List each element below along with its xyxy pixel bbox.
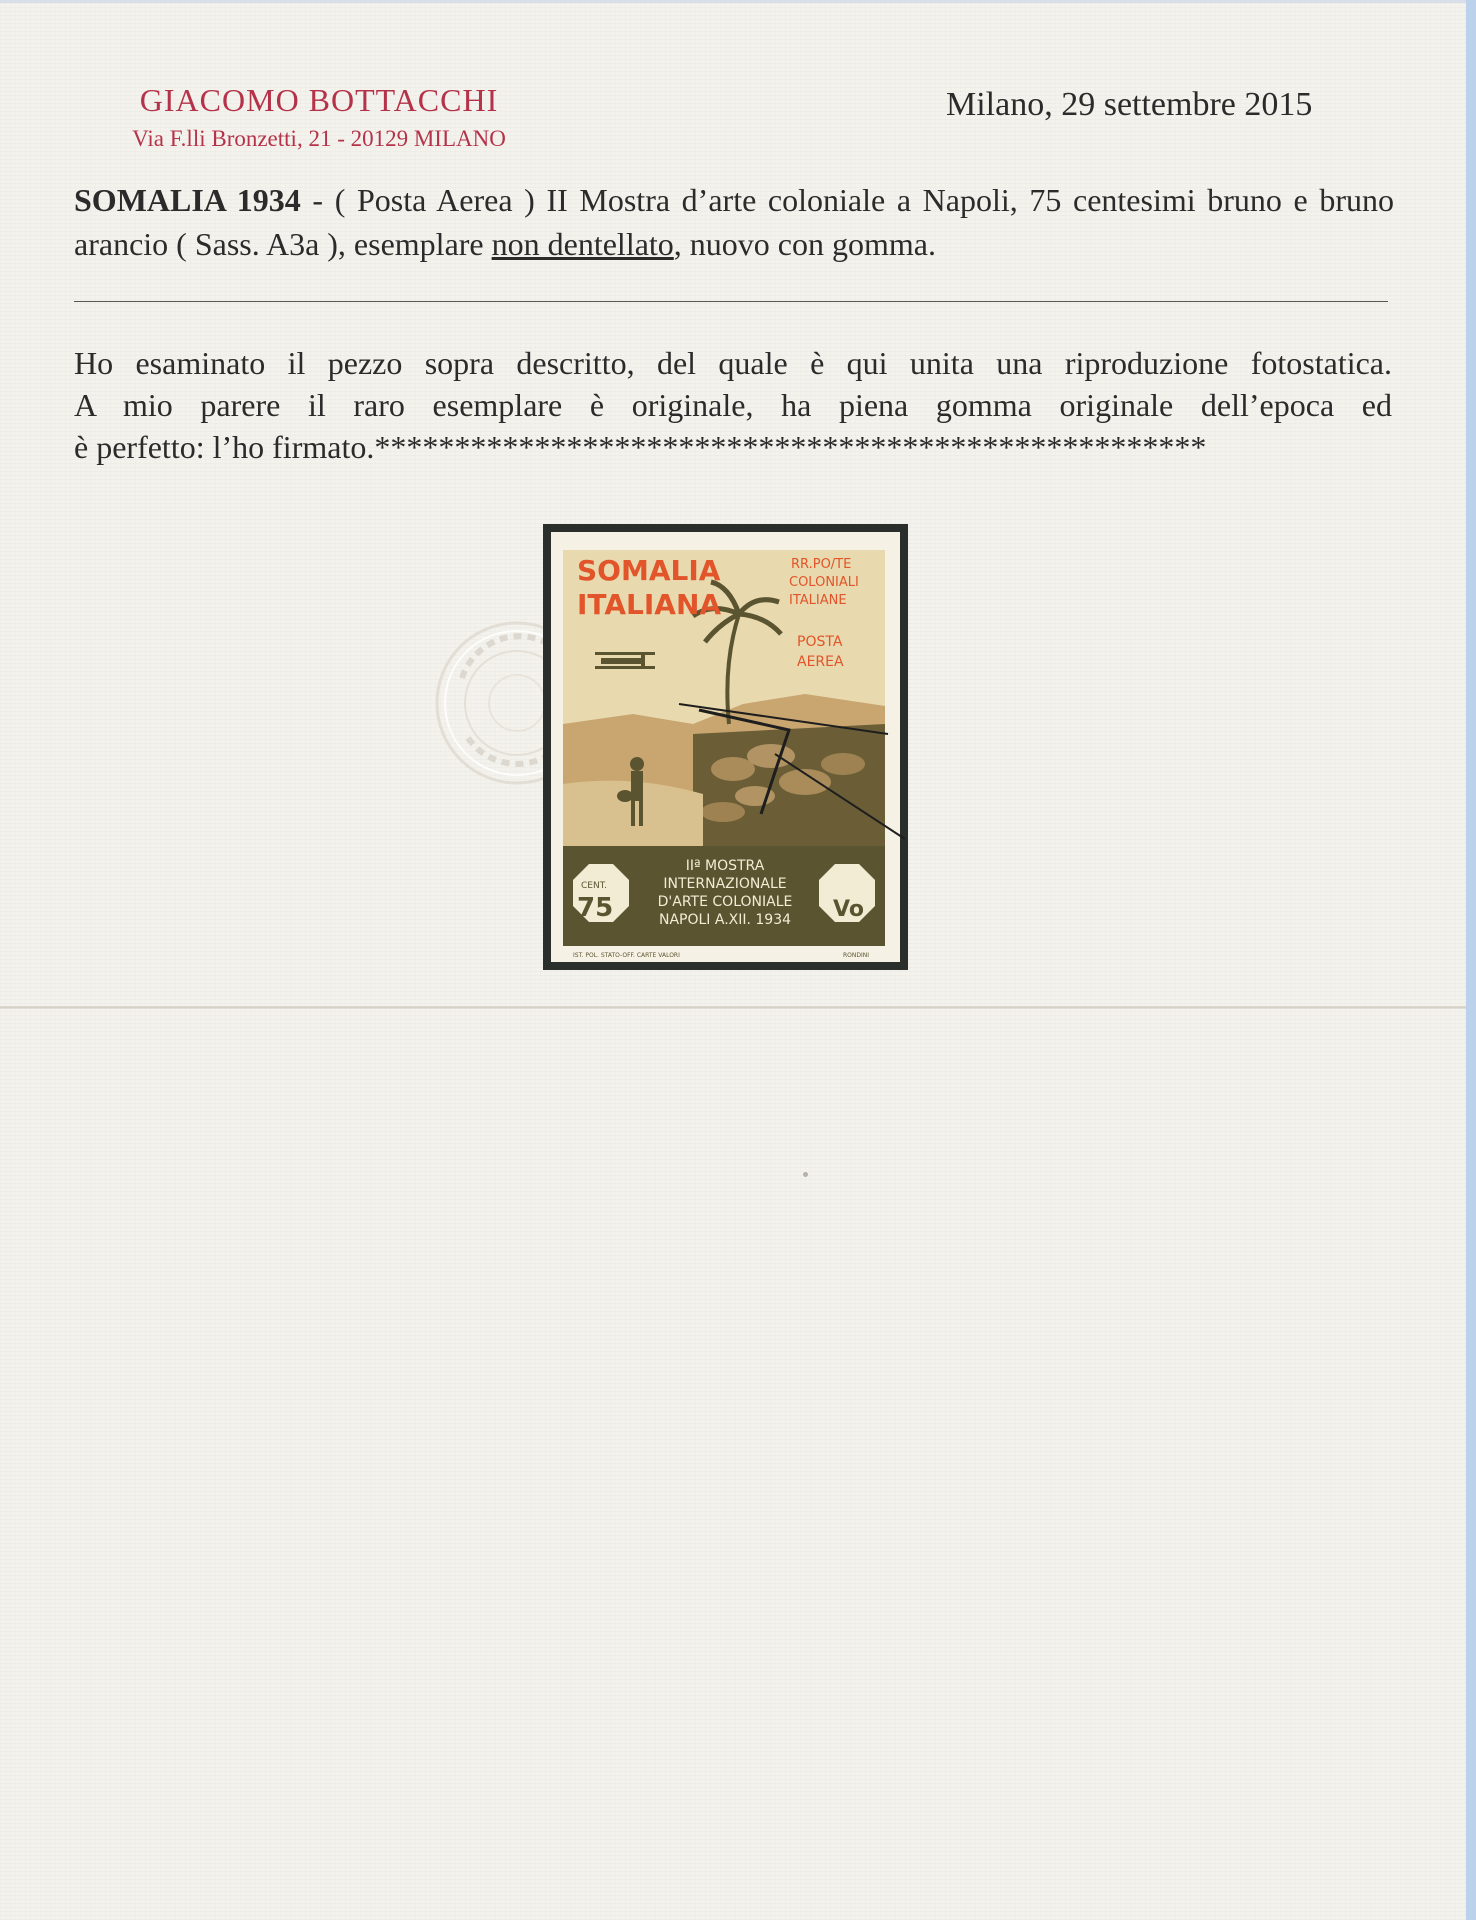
scan-top-edge	[0, 0, 1476, 3]
stamp-post-2: COLONIALI	[789, 575, 859, 590]
stamp-airmail-1: POSTA	[797, 634, 843, 650]
description-lead: SOMALIA 1934	[74, 182, 301, 218]
stamp-description	[74, 178, 1394, 266]
stamp-exhibition-3: D'ARTE COLONIALE	[657, 894, 793, 910]
expert-statement	[74, 342, 1392, 468]
fold-line	[0, 1006, 1466, 1009]
stamp-airmail-2: AEREA	[797, 654, 844, 670]
description-text-2: , nuovo con gomma.	[673, 226, 936, 262]
stamp-exhibition-4: NAPOLI A.XII. 1934	[658, 912, 792, 928]
scan-right-edge	[1466, 0, 1476, 1920]
stamp-image	[543, 524, 908, 970]
stamp-exhibition-2: INTERNAZIONALE	[663, 876, 787, 892]
stamp-post-1: RR.PO/TE	[791, 557, 852, 572]
statement-line-2: A mio parere il raro esemplare è originale, ha piena gomma originale dell’epoca ed	[74, 387, 1392, 423]
company-address: Via F.lli Bronzetti, 21 - 20129 MILANO	[132, 126, 506, 151]
statement-line-3: è perfetto: l’ho firmato.****************************************************	[74, 429, 1207, 465]
stamp-designer-imprint: RONDINI	[843, 952, 870, 959]
stamp-printer-imprint: IST. POL. STATO-OFF. CARTE VALORI	[573, 952, 680, 959]
company-name: GIACOMO BOTTACCHI	[139, 82, 499, 118]
stamp-post-3: ITALIANE	[789, 593, 847, 608]
separator-line	[74, 301, 1388, 302]
certificate-date: Milano, 29 settembre 2015	[946, 86, 1313, 123]
stamp-country-2: ITALIANA	[577, 588, 722, 621]
paper-speck	[803, 1172, 808, 1177]
stamp-country-1: SOMALIA	[577, 554, 721, 587]
stamp-value-right: Vo	[833, 897, 864, 922]
stamp-value: 75	[577, 893, 614, 923]
description-text-1: - ( Posta Aerea ) II Mostra d’arte coloniale a Napoli, 75 centesimi bruno e bruno arancio ( Sass. A3a ), esemplare	[74, 182, 1395, 262]
stamp-exhibition-1: IIª MOSTRA	[685, 858, 765, 874]
stamp-cent-label: CENT.	[581, 881, 607, 891]
statement-line-1: Ho esaminato il pezzo sopra descritto, del quale è qui unita una riproduzione fotostatica.	[74, 345, 1392, 381]
description-underlined: non dentellato	[491, 226, 674, 262]
